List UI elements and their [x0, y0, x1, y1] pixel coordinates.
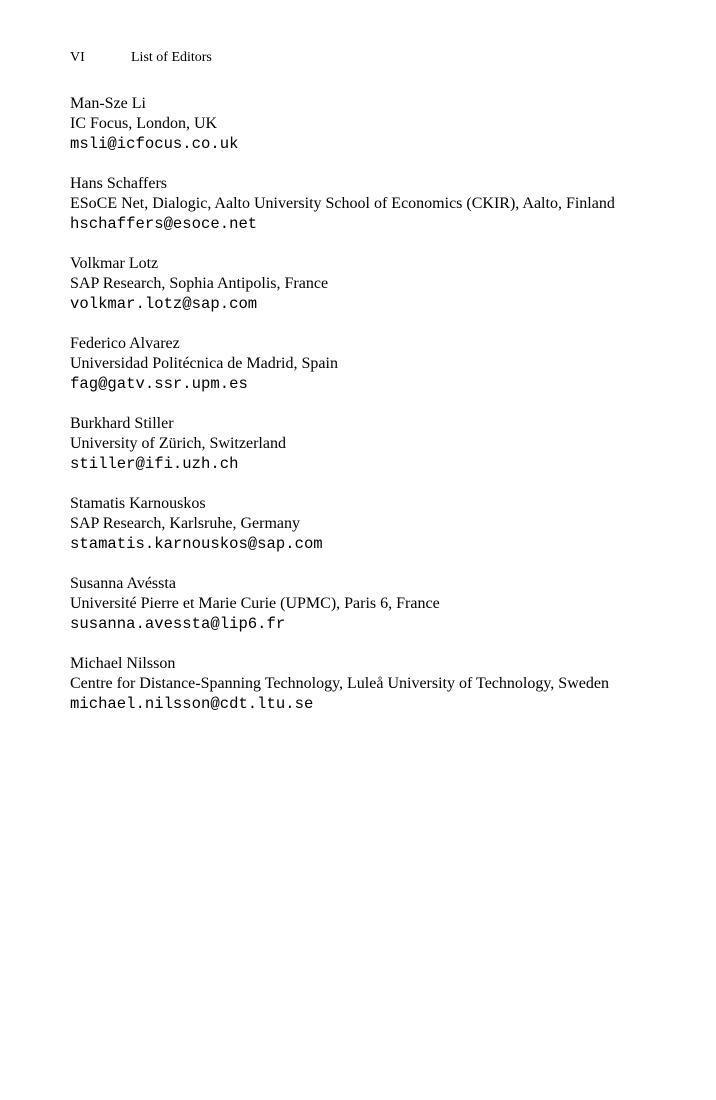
editor-name: Federico Alvarez [70, 335, 180, 352]
editor-affiliation: Centre for Distance-Spanning Technology, Luleå University of Technology, Sweden [70, 675, 609, 692]
editor-entry [70, 494, 690, 554]
editor-affiliation: SAP Research, Karlsruhe, Germany [70, 515, 301, 532]
editor-affiliation: ESoCE Net, Dialogic, Aalto University School of Economics (CKIR), Aalto, Finland [70, 195, 615, 212]
editor-entry [70, 414, 690, 474]
editor-email: michael.nilsson@cdt.ltu.se [70, 695, 314, 713]
editor-affiliation: Université Pierre et Marie Curie (UPMC), Paris 6, France [70, 595, 440, 612]
editor-entry [70, 94, 690, 154]
document-page [70, 49, 690, 734]
editor-email: fag@gatv.ssr.upm.es [70, 375, 248, 393]
editor-affiliation: IC Focus, London, UK [70, 115, 218, 132]
editor-name: Burkhard Stiller [70, 415, 174, 432]
editor-name: Volkmar Lotz [70, 255, 159, 272]
editor-email: msli@icfocus.co.uk [70, 135, 239, 153]
editor-entry [70, 174, 690, 234]
editor-affiliation: Universidad Politécnica de Madrid, Spain [70, 355, 338, 372]
editor-entry [70, 654, 690, 714]
editor-email: volkmar.lotz@sap.com [70, 295, 258, 313]
editor-list [70, 94, 690, 714]
editor-name: Susanna Avéssta [70, 575, 176, 592]
editor-email: stiller@ifi.uzh.ch [70, 455, 239, 473]
editor-name: Michael Nilsson [70, 655, 176, 672]
editor-email: stamatis.karnouskos@sap.com [70, 535, 323, 553]
running-head [70, 49, 690, 67]
editor-entry [70, 334, 690, 394]
editor-affiliation: University of Zürich, Switzerland [70, 435, 286, 452]
editor-name: Hans Schaffers [70, 175, 168, 192]
editor-email: susanna.avessta@lip6.fr [70, 615, 286, 633]
editor-name: Stamatis Karnouskos [70, 495, 206, 512]
editor-entry [70, 574, 690, 634]
editor-email: hschaffers@esoce.net [70, 215, 258, 233]
page-number: VI [70, 50, 85, 65]
editor-name: Man-Sze Li [70, 95, 146, 112]
editor-affiliation: SAP Research, Sophia Antipolis, France [70, 275, 329, 292]
editor-entry [70, 254, 690, 314]
section-title: List of Editors [131, 50, 212, 65]
